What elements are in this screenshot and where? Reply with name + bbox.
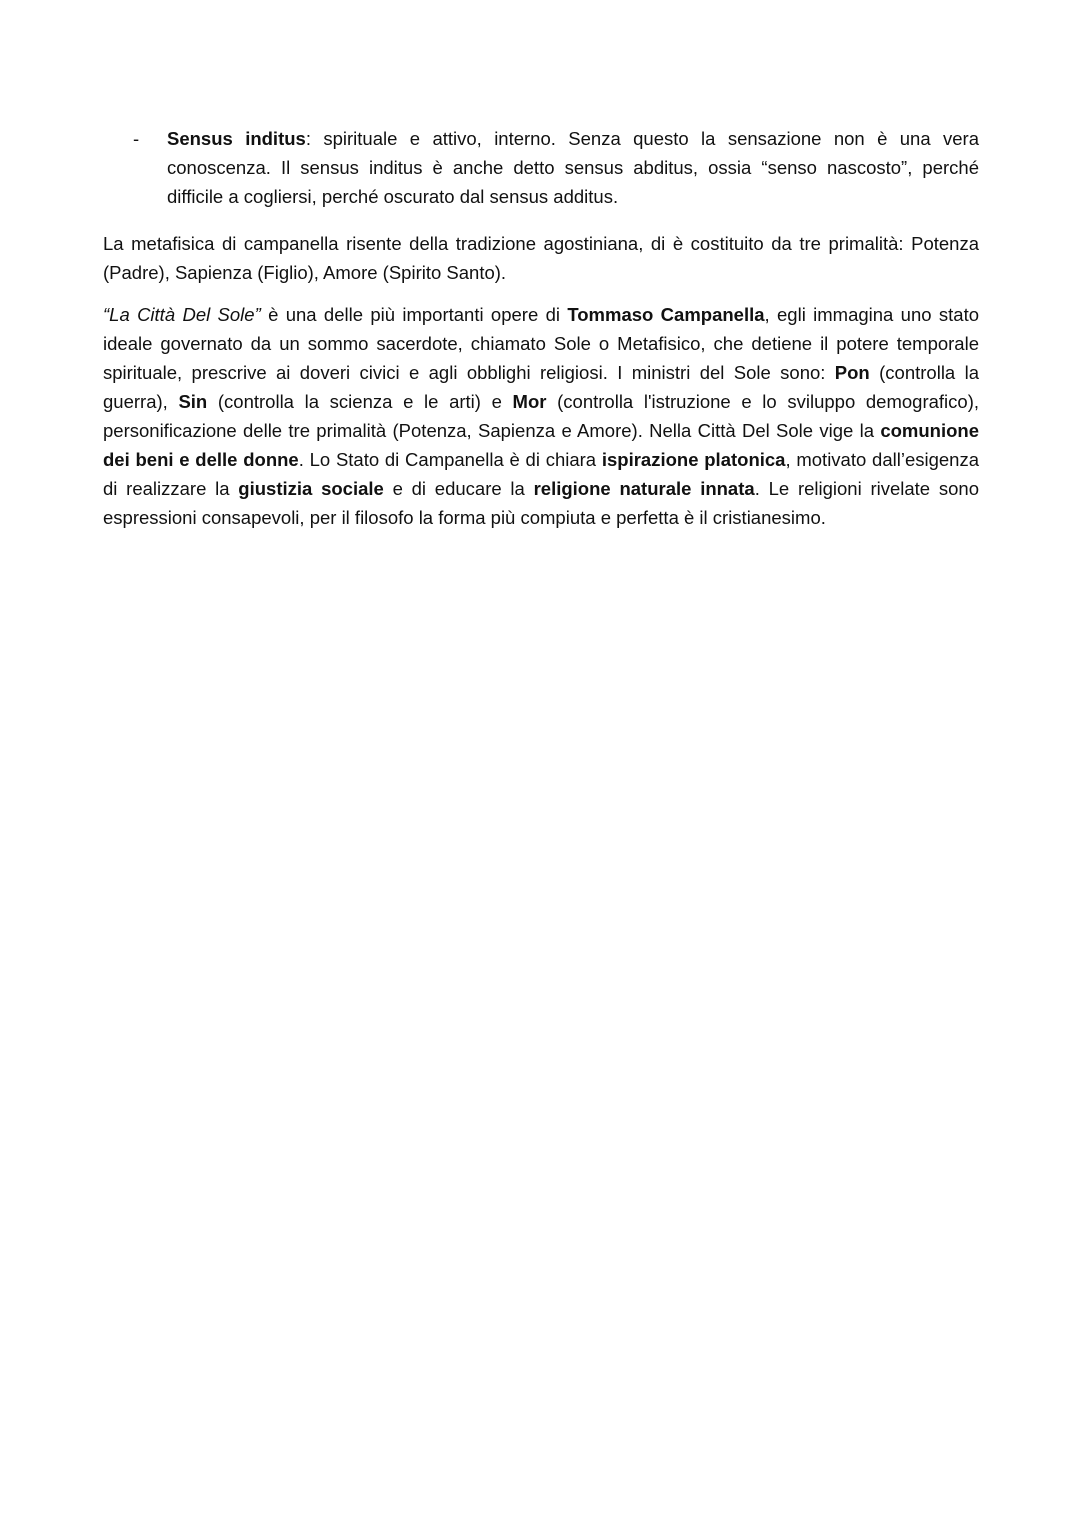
minister-sin: Sin	[178, 391, 208, 412]
text-run: , egli immagina uno stato ideale governato da un sommo sacerdote, chiamato Sole o Metafisico, che detiene il potere temporale spirituale, prescrive ai doveri civici e agli obblighi religiosi. I ministri del Sole sono:	[103, 304, 979, 383]
term-sensus-inditus: Sensus inditus	[167, 128, 306, 149]
bullet-dash: -	[133, 128, 140, 149]
text-run: e di educare la	[383, 478, 534, 499]
emphasis-comunione: comunione dei beni e delle donne	[103, 420, 979, 470]
bullet-item-sensus-inditus	[103, 124, 979, 211]
bullet-text	[167, 124, 979, 211]
book-title: “La Città Del Sole”	[103, 304, 261, 325]
text-run: (controlla l'istruzione e lo sviluppo demografico), personificazione delle tre primalità (Potenza, Sapienza e Amore). Nella Città Del Sole vige la	[103, 391, 979, 441]
emphasis-giustizia: giustizia sociale	[238, 478, 384, 499]
emphasis-religione: religione naturale innata	[533, 478, 755, 499]
text-run: (controlla la scienza e le arti) e	[207, 391, 513, 412]
minister-mor: Mor	[512, 391, 547, 412]
text-run: (controlla la guerra),	[103, 362, 979, 412]
author-name: Tommaso Campanella	[567, 304, 765, 325]
emphasis-ispirazione: ispirazione platonica	[601, 449, 786, 470]
text-run: . Lo Stato di Campanella è di chiara	[298, 449, 602, 470]
text-run: , motivato dall’esigenza di realizzare la	[103, 449, 979, 499]
minister-pon: Pon	[834, 362, 870, 383]
paragraph-metafisica: La metafisica di campanella risente della tradizione agostiniana, di è costituito da tre primalità: Potenza (Padre), Sapienza (Figlio), Amore (Spirito Santo).	[103, 233, 979, 283]
document-body	[103, 124, 979, 545]
paragraph-citta-del-sole	[103, 300, 979, 532]
bullet-description: : spirituale e attivo, interno. Senza questo la sensazione non è una vera conoscenza. Il sensus inditus è anche detto sensus abditus, ossia “senso nascosto”, perché difficile a cogliersi, perché oscurato dal sensus additus.	[167, 128, 979, 207]
text-run: è una delle più importanti opere di	[260, 304, 568, 325]
text-run: . Le religioni rivelate sono espressioni consapevoli, per il filosofo la forma più compiuta e perfetta è il cristianesimo.	[103, 478, 979, 528]
